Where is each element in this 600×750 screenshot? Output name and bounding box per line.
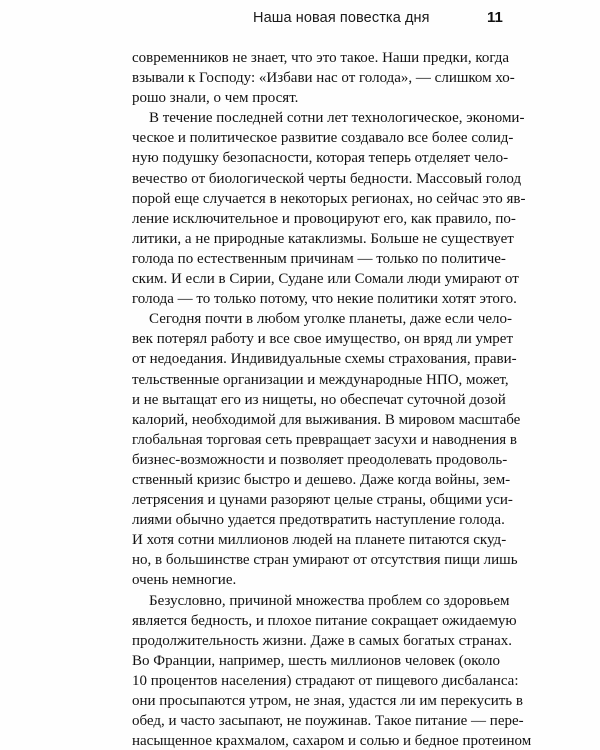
running-header (0, 8, 600, 32)
text-line: голода — то только потому, что некие политики хотят этого. (132, 291, 517, 308)
text-line: ским. И если в Сирии, Судане или Сомали люди умирают от (132, 271, 519, 288)
text-line: насыщенное крахмалом, сахаром и солью и бедное протеином (132, 733, 532, 750)
text-line: бизнес-возможности и позволяет преодолевать продоволь- (132, 451, 508, 468)
text-line: они просыпаются утром, не зная, удастся ли им перекусить в (132, 693, 523, 709)
text-line: вечество от биологической черты бедности. Массовый голод (132, 170, 522, 187)
paragraph-1 (132, 48, 515, 108)
text-line: ческое и политическое развитие создавало все более солид- (132, 130, 514, 147)
text-line: продолжительность жизни. Даже в самых богатых странах. (132, 632, 513, 649)
text-line: современников не знает, что это такое. Наши предки, когда (132, 50, 510, 66)
text-line: литики, а не природные катаклизмы. Больше не существует (132, 230, 514, 247)
body-text (132, 48, 532, 750)
text-line: от недоедания. Индивидуальные схемы страхования, прави- (132, 351, 517, 368)
text-line: является бедность, и плохое питание сокращает ожидаемую (132, 612, 517, 629)
text-line: И хотя сотни миллионов людей на планете питаются скуд- (132, 532, 507, 549)
text-line: но, в большинстве стран умирают от отсутствия пищи лишь (132, 552, 518, 569)
text-line: взывали к Господу: «Избави нас от голода», — слишком хо- (132, 70, 515, 87)
text-line: рошо знали, о чем просят. (132, 90, 299, 107)
text-line: калорий, необходимой для выживания. В мировом масштабе (132, 411, 521, 428)
text-line: В течение последней сотни лет технологическое, экономи- (149, 110, 525, 127)
paragraph-2 (132, 108, 526, 309)
page-number: 11 (487, 9, 503, 26)
text-line: лиями обычно удается предотвратить наступление голода. (132, 512, 505, 529)
text-line: летрясения и цунами разоряют целые страны, общими уси- (132, 492, 513, 509)
text-line: Безусловно, причиной множества проблем со здоровьем (149, 592, 510, 609)
text-line: Сегодня почти в любом уголке планеты, даже если чело- (149, 311, 513, 328)
text-line: Во Франции, например, шесть миллионов человек (около (132, 652, 501, 669)
running-title: Наша новая повестка дня (253, 10, 430, 26)
text-line: очень немногие. (132, 572, 237, 589)
paragraph-4 (132, 591, 532, 750)
text-line: обед, и часто засыпают, не поужинав. Такое питание — пере- (132, 713, 524, 730)
text-line: глобальная торговая сеть превращает засухи и наводнения в (132, 431, 517, 448)
text-line: тельственные организации и международные НПО, может, (132, 371, 509, 388)
text-line: век потерял работу и все свое имущество, он вряд ли умрет (132, 331, 514, 348)
paragraph-3 (132, 309, 521, 590)
text-line: ную подушку безопасности, которая теперь отделяет чело- (132, 150, 509, 167)
text-line: 10 процентов населения) страдают от пищевого дисбаланса: (132, 672, 519, 689)
text-line: и не вытащат его из нищеты, но обеспечат суточной дозой (132, 391, 506, 408)
text-line: ственный кризис быстро и дешево. Даже когда войны, зем- (132, 471, 511, 488)
text-line: голода по естественным причинам — только по политиче- (132, 250, 506, 267)
text-line: порой еще случается в некоторых регионах, но сейчас это яв- (132, 190, 526, 207)
text-line: ление исключительное и провоцируют его, как правило, по- (132, 210, 516, 227)
